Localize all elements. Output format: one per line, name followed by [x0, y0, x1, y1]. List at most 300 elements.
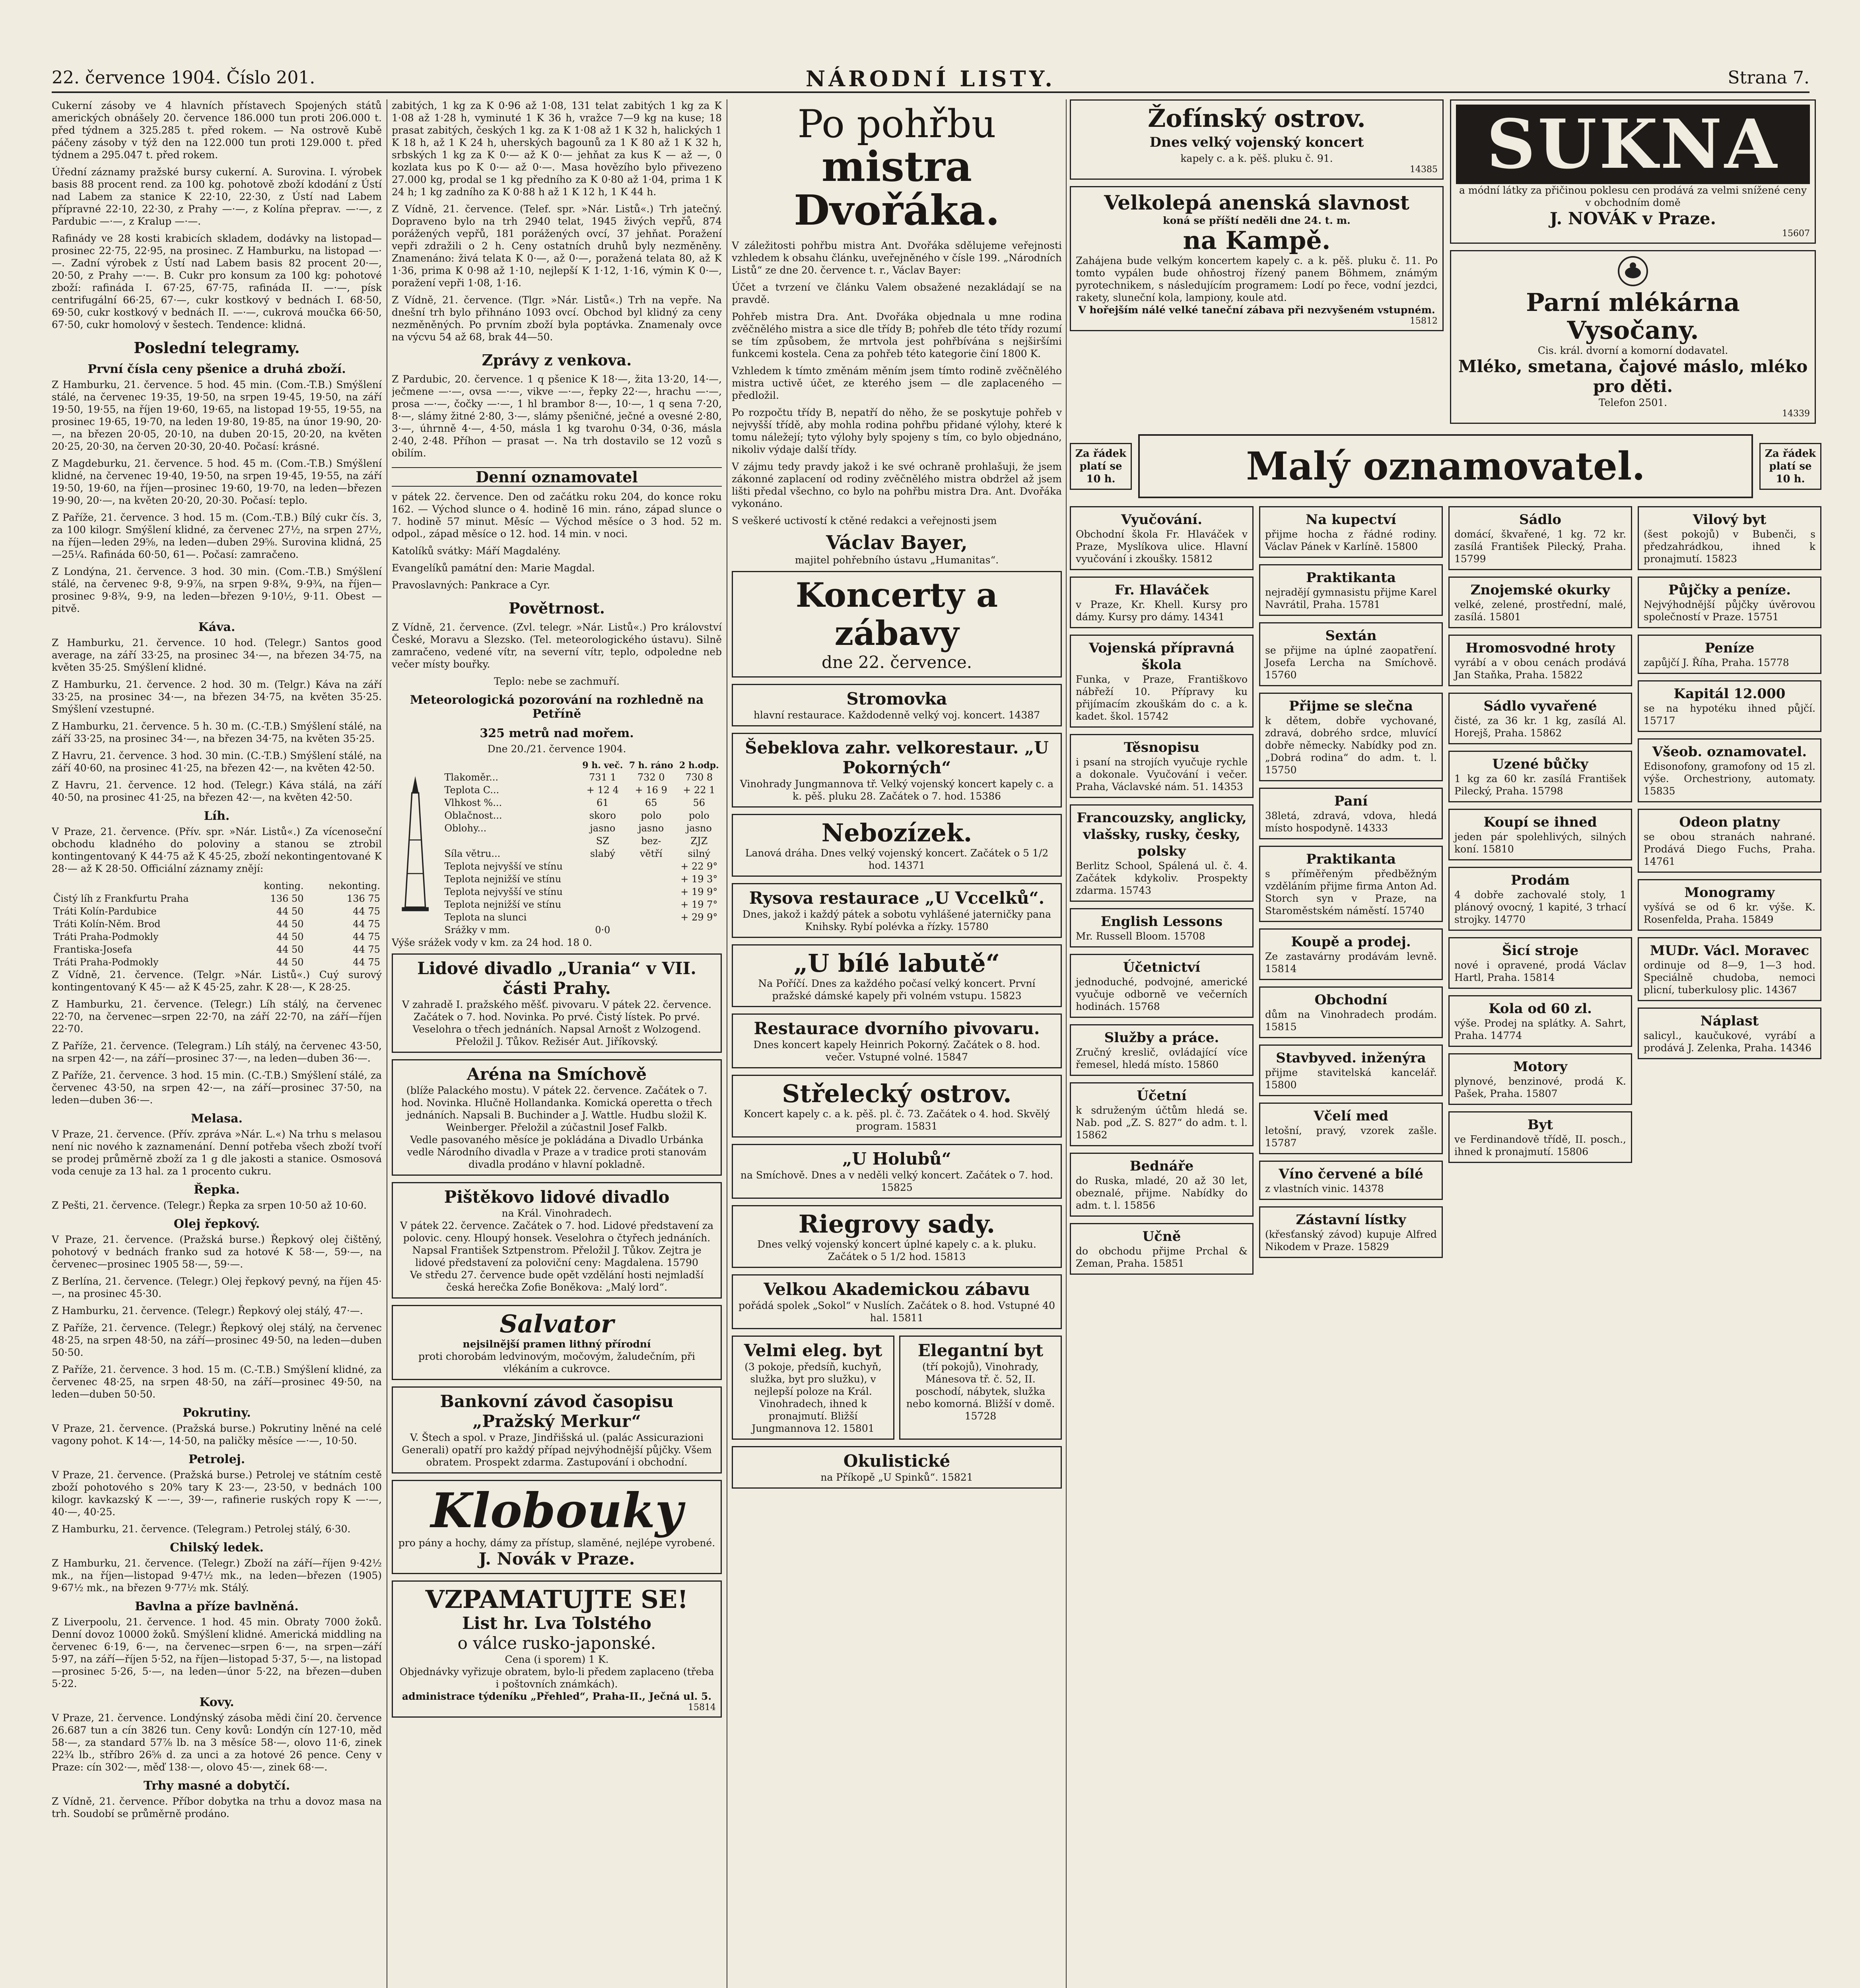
small-ad-title: Stavbyved. inženýra: [1276, 1050, 1426, 1066]
small-ad: [1638, 635, 1821, 674]
small-ad-title: Šicí stroje: [1502, 943, 1579, 959]
table-cell: Oblačnost...: [444, 810, 502, 821]
ad-stromovka: [732, 684, 1062, 726]
article-sign-line: S veškeré uctivostí k ctěné redakci a veřejnosti jsem: [732, 515, 997, 526]
small-ad-title: MUDr. Václ. Moravec: [1650, 943, 1809, 959]
table-cell: + 12 4: [586, 784, 619, 796]
small-ad-text: v Praze, Kr. Khell. Kursy pro dámy. Kursy pro dámy. 14341: [1076, 599, 1248, 623]
table-cell: Teplota C...: [444, 784, 499, 796]
ad-place: na Kampě.: [1183, 226, 1331, 255]
table-cell: ZJZ: [690, 835, 708, 846]
small-ads-banner: [1070, 434, 1821, 498]
table-cell: [579, 873, 626, 885]
small-ad-text: letošní, pravý, vzorek zašle. 15787: [1265, 1125, 1437, 1149]
ad-title: VZPAMATUJTE SE!: [425, 1585, 688, 1614]
ad-text: Vedle pasovaného měsíce je pokládána a Divadlo Urbánka vedle Národního divadla v Praze a v tradice proti stanovám divadla prodáno v hlavní pokladně.: [407, 1134, 707, 1170]
article-title: Po pohřbu: [797, 102, 996, 146]
small-ad-title: Přijme se slečna: [1289, 698, 1413, 714]
article-subtitle: mistra Dvořáka.: [794, 142, 1000, 235]
small-ad-title: Sádlo vyvařené: [1483, 698, 1597, 714]
table-cell: + 22 9°: [680, 861, 718, 872]
table-header: 7 h. ráno: [629, 760, 673, 771]
daily-paragraph: Evangelíků památní den: Marie Magdal.: [392, 562, 595, 574]
market-paragraph: Z Vídně, 21. července. (Telef. spr. »Nár. Listů«.) Trh jatečný. Dopraveno bylo na trh 2940 telat, 1945 živých vepřů, 874 porážených vepřů, 181 porážených ovcí, 37 jehňat. Poražení vepři zdražili o 2 h. Ceny ostatních druhů byly nezměněny. Znamenáno: živá telata K 0·—, až 0·—, poražená telata 80, až K 1·36, prima K 0·98 až 1·10, nejlepší K 1·12, 1·16, výmin K 0·—, poražení vepři 1·08, 1·16.: [392, 203, 722, 289]
spirit-paragraph: V Praze, 21. července. (Přív. spr. »Nár. Listů«.) Za vícenoseční obchodu kladného do poloviny a stanou se ztrobil kontingentovaný K 44·75 až K 45·25, zboží nekontingentované K 28·— až K 28·50. Officiální záznamy znějí:: [52, 826, 382, 874]
small-ad-text: 4 dobře zachovalé stoly, 1 plánový ovocný, 1 kapité, 3 trhací strojky. 14770: [1454, 889, 1626, 925]
ad-text: proti chorobám ledvinovým, močovým, žaludečním, při vlékáním a cukrovce.: [418, 1351, 695, 1375]
ad-sebeklova: [732, 733, 1062, 808]
market-paragraph: zabitých, 1 kg za K 0·96 až 1·08, 131 telat zabitých 1 kg za K 1·08 až 1·28 h, vyminuté 1 K 36 h, vražce 7—9 kg na kuse; 18 prasat zabitých, českých 1 kg. za K 1·08 až 1 K 32 h, halických 1 K 18 h, až 1 K 24 h, uherských bagounů za 1 K 80 až 1 K 32 h, srbských 1 kg za K 0·— až K 0·— jehňat za kus K — až —, 0 kozlata kus po K 0·— až 0·—. Masa hovězího bylo přivezeno 27.000 kg, prodal se 1 kg předního za K 0·80 až 1·04, prima 1 K 24 h; 1 kg zadního za K 0·88 h až 1 K 12 h, 1 K 44 h.: [392, 100, 722, 198]
ad-text: Dnes velký vojenský koncert úplné kapely c. a k. pluku. Začátek o 5 1/2 hod. 15813: [757, 1239, 1036, 1262]
ad-velmi-eleg-byt: [732, 1336, 894, 1440]
ad-price: Cena (i sporem) 1 K.: [505, 1654, 609, 1665]
table-cell: 136 75: [347, 893, 380, 904]
subsection-heading: Kovy.: [199, 1695, 234, 1709]
small-ad: [1638, 738, 1821, 802]
daily-paragraph: v pátek 22. července. Den od začátku roku 204, do konce roku 162. — Východ slunce o 4. hodině 16 min. ráno, západ slunce o 7. hodině 57 minut. Měsíc — Východ měsíce o 3 hod. 52 m. odpol., západ měsíce o 12. hod. 14 min. v noci.: [392, 491, 722, 540]
market-paragraph: [392, 294, 722, 343]
ad-zofin: [1070, 99, 1444, 180]
ad-vccelku: [732, 883, 1062, 938]
ad-text: Mléko, smetana, čajové máslo, mléko pro děti.: [1458, 357, 1808, 396]
table-cell: Tráti Praha-Podmokly: [53, 931, 159, 942]
small-ad: [1259, 1103, 1443, 1154]
ad-title: Velkou Akademickou zábavu: [764, 1279, 1030, 1299]
ad-text: (blíže Palackého mostu). V pátek 22. července. Začátek o 7. hod. Novinka. Hlučně Hollandanka. Komická operetta o třech jednáních. Napsali B. Buchinder a J. Wattle. Hudbu složil K. Weinberger. Přeložil a zúčastnil Josef Falkb.: [401, 1085, 712, 1133]
article-paragraph: Vzhledem k tímto změnám měním jsem tímto rodině zvěčnělého mistra uctivě účet, ze kterého jsem — dle zaplaceného — předložil.: [732, 365, 1062, 401]
table-cell: Síla větru...: [444, 848, 501, 859]
ad-text: (3 pokoje, předsíň, kuchyň, služka, byt pro služku), v nejlepší poloze na Král. Vinohradech, ihned k pronajmutí. Bližší Jungmannova 12. 15801: [744, 1361, 882, 1434]
small-ad: [1448, 1053, 1632, 1105]
ad-dvorni-pivovar: [732, 1013, 1062, 1068]
table-cell: [626, 898, 676, 911]
telegram-paragraph: Z Magdeburku, 21. července. 5 hod. 45 m. (Com.-T.B.) Smýšlení klidné, na červenec 19·40, 19·50, na srpen 19·45, 19·55, na září 19·50, 19·60, na říjen—prosinec 19·60, 19·70, na leden—březen 19·90, 20·—, na květen 20·20, 20·30. Počasí: teplo.: [52, 458, 382, 506]
table-row: [52, 930, 382, 943]
small-ad-text: (křesťanský závod) kupuje Alfred Nikodem v Praze. 15829: [1265, 1229, 1437, 1252]
ad-title: Koncerty a zábavy: [795, 575, 998, 653]
ad-text: pořádá spolek „Sokol“ v Nuslích. Začátek o 8. hod. Vstupné 40 hal. 15811: [738, 1300, 1055, 1324]
petroleum-paragraph: V Praze, 21. července. (Pražská burse.) Petrolej ve státním cestě zboží pohotového s 20% tary K 23·—, 23·50, v bednách 100 kilogr. kavkazský K —·—, 39·—, rafinerie ruských ropy K —·—, 40·—, 40·25.: [52, 1469, 382, 1518]
ad-title: Střelecký ostrov.: [782, 1079, 1012, 1108]
rapeseed-paragraph: Z Pešti, 21. července. (Telegr.) Řepka za srpen 10·50 až 10·60.: [52, 1200, 367, 1211]
ad-name: J. NOVÁK v Praze.: [1549, 209, 1716, 228]
ad-title: Riegrovy sady.: [798, 1209, 995, 1239]
spirit-paragraph: Z Vídně, 21. července. (Telgr. »Nár. Listů«.) Cuý surový kontingentovaný K 45·— až K 45·25, zahr. K 28·—, K 28·25.: [52, 969, 382, 993]
small-ad-text: ordinuje od 8—9, 1—3 hod. Speciálně chudoba, nemoci plicní, tuberkulosy plic. 14367: [1644, 959, 1815, 996]
small-ad: [1259, 986, 1443, 1038]
market-paragraph: Rafinády ve 28 kosti krabicích skladem, dodávky na listopad—prosinec 22·75, 22·95, na prosinec. Z Hamburku, na listopad —·—. Zadní výrobek z Ústí nad Labem basis 82 procent 20·—, 20·50, z Prahy —·—. B. Cukr pro konsum za 100 kg: pohotové zboží: rafináda I. 67·25, 67·75, rafináda II. —·—, písk centrifugální 66·25, 67·—, cukr kostkový v bednách I. 68·50, 69·50, cukr kostkový v bednách II. —·—, cukrová moučka 66·50, 67·50, cukr homolový v šestech. Tendence: klidná.: [52, 233, 382, 330]
table-cell: 44 50: [276, 931, 304, 942]
subsection-heading: Bavlna a příze bavlněná.: [135, 1600, 299, 1613]
ad-title: Klobouky: [431, 1483, 683, 1539]
ad-text: V pátek 22. července. Začátek o 7. hod. Lidové představení za polovic. ceny. Hloupý honsek. Veselohra o čtyřech jednáních. Napsal František Sztpenstrom. Přeložil J. Tůkov. Zejtra je lidové představení za poloviční ceny: Magdalena. 15790: [400, 1220, 714, 1268]
small-ad-title: Půjčky a peníze.: [1668, 582, 1791, 598]
spirit-paragraph: Z Paříže, 21. července. (Telegram.) Líh stálý, na červenec 43·50, na srpen 42·—, na září—prosinec 37·—, na leden—duben 36·—.: [52, 1040, 382, 1064]
ad-subtitle: Cis. král. dvorní a komorní dodavatel.: [1537, 345, 1728, 356]
table-cell: jasno: [638, 823, 664, 834]
ad-nebozizek: [732, 814, 1062, 877]
small-ad-title: Služby a práce.: [1104, 1030, 1219, 1046]
column-market-reports: [52, 99, 382, 1988]
table-cell: polo: [641, 810, 662, 821]
table-cell: Tráti Kolín-Něm. Brod: [53, 918, 161, 930]
table-cell: 56: [693, 797, 706, 808]
ad-text: V. Štech a spol. v Praze, Jindřišská ul. (palác Assicurazioni Generali) opatří pro každý případ nejvýhodnější půjčky. Všem obratem. Prospekt zdarma. Zastupování i obchodní.: [402, 1432, 712, 1468]
ad-name: J. Novák v Praze.: [478, 1549, 635, 1569]
ad-number: 15812: [1410, 316, 1438, 326]
table-row: [443, 898, 722, 911]
ad-title: Nebozízek.: [821, 818, 972, 847]
table-cell: Čistý líh z Frankfurtu Praha: [53, 893, 189, 904]
ad-tolstoy: [392, 1580, 722, 1718]
small-ad-title: Monogramy: [1684, 885, 1775, 901]
price-note: Za řádek platí se 10 h.: [1070, 443, 1132, 490]
daily-paragraph: Pravoslavných: Pankrace a Cyr.: [392, 579, 550, 591]
column-rule: [1066, 99, 1067, 1988]
ad-text: pro pány a hochy, dámy za přístup, slaměné, nejlépe vyrobené.: [398, 1537, 715, 1549]
telegram-paragraph: Z Londýna, 21. července. 3 hod. 30 min. (Com.-T.B.) Smýšlení stálé, na červenec 9·8, 9·9⅞, na srpen 9·8¾, 9·9¾, na říjen—prosinec 9·8¾, 9·9, na leden—březen 9·10½, 9·11. Obest — pitvě.: [52, 566, 382, 614]
market-paragraph: Úřední záznamy pražské bursy cukerní. A. Surovina. I. výrobek basis 88 procent rend. za 100 kg. pohotově zboží kdodání z Ústí nad Labem za stanice K 22·10, 22·30, z Ústí nad Labem přípravné 22·10, 22·30, z Prahy —·—, z Kolína přeprav. —·—, z Pardubic —·—, z Kralup —·—.: [52, 166, 382, 227]
table-cell: [626, 911, 676, 924]
table-cell: SZ: [596, 835, 609, 846]
article-paragraph: V zájmu tedy pravdy jakož i ke své ochraně prohlašuji, že jsem zákonné zaplacení od rodiny zvěčnělého mistra obdržel až jsem lišti předal všechno, co bylo na pohřbu mistra Dra. Ant. Dvořáka vykonáno.: [732, 461, 1062, 509]
small-ad-title: Náplast: [1700, 1013, 1759, 1029]
table-cell: Srážky v mm.: [444, 924, 510, 936]
table-cell: 44 50: [276, 957, 304, 968]
small-ad-title: Praktikanta: [1306, 570, 1396, 586]
table-row: [443, 784, 722, 796]
table-cell: 732 0: [637, 772, 665, 783]
section-heading: Povětrnost.: [509, 599, 605, 617]
molasses-paragraph: V Praze, 21. července. (Přív. zpráva »Nár. L.«) Na trhu s melasou není nic nového k zaznamenání. Denní potřeba všech zboží tvoří se prodej průměrně zboží za 1 g dle jakosti a stanice. Osmosová voda cenuje za 13 hal. za 1 procento cukru.: [52, 1128, 382, 1177]
small-ad-title: Zástavní lístky: [1296, 1212, 1406, 1228]
small-ad-title: Paní: [1334, 793, 1368, 809]
small-ad-text: Zručný kreslič, ovládající více řemesel, hledá místo. 15860: [1076, 1046, 1248, 1070]
article-paragraph: V záležitosti pohřbu mistra Ant. Dvořáka sdělujeme veřejnosti vzhledem k obsahu článku, uveřejněného v čísle 199. „Národních Listů“ ze dne 20. července t. r., Václav Bayer:: [732, 240, 1062, 276]
ad-arena: [392, 1059, 722, 1176]
ad-merkur: [392, 1386, 722, 1474]
small-ad: [1070, 577, 1254, 628]
table-cell: konting.: [264, 880, 304, 891]
table-row: [52, 956, 382, 969]
small-ad-title: Odeon platny: [1679, 814, 1780, 830]
ad-u-holubu: [732, 1144, 1062, 1199]
table-row: [443, 822, 722, 835]
small-ad-text: čisté, za 36 kr. 1 kg, zasílá Al. Horejš, Praha. 15862: [1454, 715, 1626, 739]
small-ad: [1448, 867, 1632, 931]
table-row: [52, 905, 382, 918]
small-ad-text: Mr. Russell Bloom. 15708: [1076, 930, 1205, 942]
ad-location: na Král. Vinohradech.: [501, 1208, 612, 1219]
ad-salvator: [392, 1305, 722, 1380]
small-ad-title: Těsnopisu: [1123, 740, 1200, 755]
table-cell: jasno: [590, 823, 616, 834]
ad-urania: [392, 953, 722, 1053]
small-ad: [1638, 1008, 1821, 1059]
table-cell: 44 75: [353, 918, 380, 930]
small-ad-text: 38letá, zdravá, vdova, hledá místo hospodyně. 14333: [1265, 810, 1437, 834]
ad-concerts-header: [732, 571, 1062, 678]
small-ad-title: Sádlo: [1519, 512, 1561, 528]
table-cell: [626, 860, 676, 873]
table-cell: Teplota nejnižší ve stínu: [444, 874, 562, 885]
ad-elegantni-byt: [899, 1336, 1062, 1440]
small-ad-title: Peníze: [1705, 640, 1755, 656]
small-ad: [1448, 809, 1632, 860]
meteo-table: [443, 760, 722, 936]
small-ad-text: přijme hocha z řádné rodiny. Václav Pánek v Karlíně. 15800: [1265, 528, 1437, 552]
small-ad-title: Francouzsky, anglicky, vlašsky, rusky, česky, polsky: [1077, 810, 1247, 859]
coffee-paragraph: Z Hamburku, 21. července. 10 hod. (Telegr.) Santos good average, na září 33·25, na prosinec 34·—, na březen 34·75, na květen 35·25. Smýšlení klidné.: [52, 637, 382, 673]
small-ad: [1448, 751, 1632, 802]
article-signature-sub: majitel pohřebního ústavu „Humanitas“.: [795, 554, 999, 566]
ad-title: SUKNA: [1456, 105, 1810, 184]
section-heading: Denní oznamovatel: [392, 467, 722, 487]
ad-bile-labute: [732, 944, 1062, 1007]
small-ad: [1259, 928, 1443, 980]
table-cell: Teplota nejvyšší ve stínu: [444, 886, 563, 897]
table-cell: [443, 835, 579, 847]
small-ad-text: přijme stavitelská kancelář. 15800: [1265, 1067, 1437, 1091]
ad-title: Pištěkovo lidové divadlo: [444, 1187, 670, 1207]
small-ad: [1259, 1044, 1443, 1096]
ad-text: V zahradě I. pražského měšť. pivovaru. V pátek 22. července. Začátek o 7. hod. Novinka. Po prvé. Čistý lístek. Po prvé. Veselohra o třech jednáních. Napsal Arnošt z Wolzogend. Přeložil J. Tůkov. Režisér Aut. Jiříkovský.: [402, 999, 711, 1047]
weather-paragraph: Z Vídně, 21. července. (Zvl. telegr. »Nár. Listů«.) Pro království České, Moravu a Slezsko. (Tel. meteorologického ústavu). Silně zamračeno, vedené vítr, na severní vítr, teplo, odpoledne neb večer místy bouřky.: [392, 621, 722, 670]
ad-title: Restaurace dvorního pivovaru.: [754, 1019, 1040, 1038]
small-ad: [1070, 908, 1254, 947]
oil-paragraph: Z Hamburku, 21. července. (Telegr.) Řepkový olej stálý, 47·—.: [52, 1305, 363, 1316]
telegram-paragraph: Z Paříže, 21. července. 3 hod. 15 m. (Com.-T.B.) Bílý cukr čís. 3, za 100 kilogr. Smýšlení klidné, za červenec 27½, na srpen 27½, na říjen—leden 29⅝, na leden—duben 29⅝. Surovina klidná, 25—25¼. Rafináda 60·50, 61—. Počasí: zamračeno.: [52, 512, 382, 560]
table-cell: + 19 7°: [680, 899, 718, 910]
country-news-paragraph: Z Pardubic, 20. července. 1 q pšenice K 18·—, žita 13·20, 14·—, ječmene —·—, ovsa —·—, vikve —·—, řepky 22·—, hrachu —·—, prosa —·—, čočky —·—, 1 hl brambor 8·—, 10·—, 1 q sena 7·20, 8·—, slámy žitné 2·80, 3·—, slámy pšeničné, ječné a ovesné 2·80, 3·—, úhrnně 4·—, 4·50, másla 1 kg tvarohu 0·34, 0·36, másla 2·40, 2·48. Příhon — prasat —. Na trh dostavilo se 12 vozů s obilím.: [392, 373, 722, 459]
ad-title: Elegantní byt: [917, 1341, 1044, 1360]
spirit-price-table: [52, 879, 382, 969]
table-row: [443, 809, 722, 822]
coffee-paragraph: Z Havru, 21. července. 12 hod. (Telegr.) Káva stálá, na září 40·50, na prosinec 41·25, na březen 42·—, na květen 42·50.: [52, 779, 382, 803]
subsection-heading: Káva.: [198, 620, 235, 634]
small-ad-title: Vojenská přípravná škola: [1089, 640, 1234, 673]
column-reports-and-theatre: [392, 99, 722, 1988]
article-signature: Václav Bayer,: [826, 532, 968, 554]
subsection-heading: První čísla ceny pšenice a druhá zboží.: [87, 362, 346, 376]
meteo-subheading: 325 metrů nad mořem.: [480, 726, 634, 740]
small-ad-title: Prodám: [1511, 872, 1570, 888]
subsection-heading: Líh.: [204, 809, 230, 823]
small-ad-text: se na hypotéku ihned půjčí. 15717: [1644, 703, 1815, 726]
table-cell: Tráti Kolín-Pardubice: [53, 906, 157, 917]
ad-pistek-theatre: [392, 1182, 722, 1299]
small-ad-title: Kapitál 12.000: [1673, 686, 1786, 702]
ad-parni-mlekarna: [1450, 250, 1816, 424]
subsection-heading: Pokrutiny.: [183, 1406, 251, 1420]
small-ad: [1070, 1153, 1254, 1217]
ad-text: a módní látky za přičinou poklesu cen prodává za velmi snížené ceny v obchodním domě: [1459, 184, 1807, 208]
small-ad-text: výše. Prodej na splátky. A. Sahrt, Praha. 14774: [1454, 1017, 1626, 1041]
telegram-paragraph: Z Hamburku, 21. července. 5 hod. 45 min. (Com.-T.B.) Smýšlení stálé, na červenec 19·35, 19·50, na srpen 19·45, 19·50, na září 19·50, 19·55, na říjen 19·60, 19·65, na listopad 19·55, 19·55, na prosinec 19·65, 19·70, na leden 19·80, 19·85, na únor 19·90, 20·—, na březen 20·05, 20·10, na duben 20·15, 20·20, na květen 20·25, 20·30, na červen 20·30, 20·40. Počasí: krásné.: [52, 379, 382, 452]
table-cell: 730 8: [685, 772, 713, 783]
small-ad-title: Hromosvodné hroty: [1465, 640, 1615, 656]
spirit-paragraph: Z Paříže, 21. července. 3 hod. 15 min. (C.-T.B.) Smýšlení stálé, za červenec 43·50, na srpen 42·—, na září—prosinec 37·50, na leden—duben 36·—.: [52, 1070, 382, 1106]
ad-text: Vinohrady Jungmannova tř. Velký vojenský koncert kapely c. a k. pěš. pluku 28. Začátek o 7. hod. 15386: [740, 778, 1054, 802]
ad-klobouky: [392, 1480, 722, 1574]
small-ad: [1070, 635, 1254, 728]
table-row: [443, 924, 722, 936]
small-ad-text: vyrábí a v obou cenách prodává Jan Staňka, Praha. 15822: [1454, 657, 1626, 681]
table-cell: 731 1: [589, 772, 616, 783]
small-ad: [1638, 809, 1821, 873]
ad-title: Salvator: [499, 1309, 614, 1338]
ad-text: Koncert kapely c. a k. pěš. pl. č. 73. Začátek o 4. hod. Skvělý program. 15831: [744, 1108, 1050, 1132]
table-cell: Tlakoměr...: [444, 772, 499, 783]
ad-title: Žofínský ostrov.: [1148, 104, 1366, 133]
ad-velkou-zabavu: [732, 1274, 1062, 1329]
small-ad: [1448, 506, 1632, 570]
small-ad-text: se přijme na úplné zaopatření. Josefa Lercha na Smíchově. 15760: [1265, 645, 1437, 681]
page-number: Strana 7.: [1728, 68, 1809, 88]
oil-paragraph: Z Paříže, 21. července. 3 hod. 15 m. (C.-T.B.) Smýšlení klidné, za červenec 48·25, na srpen 48·50, na září—prosinec 49·50, na leden—duben 50·50.: [52, 1364, 382, 1400]
table-cell: 44 75: [353, 944, 380, 955]
small-ad: [1448, 635, 1632, 686]
table-row: [443, 873, 722, 885]
small-ads-column: [1448, 506, 1632, 1281]
subsection-heading: Petrolej.: [188, 1452, 245, 1466]
small-ad-title: Fr. Hlaváček: [1114, 582, 1209, 598]
ad-text: na Příkopě „U Spinků“. 15821: [820, 1472, 973, 1483]
table-cell: 44 75: [353, 906, 380, 917]
ad-riegrovy-sady: [732, 1205, 1062, 1268]
ad-text: kapely c. a k. pěš. pluku č. 91.: [1180, 153, 1333, 164]
small-ad-title: Koupí se ihned: [1483, 814, 1597, 830]
table-cell: slabý: [590, 848, 615, 859]
article-paragraph: Po rozpočtu třídy B, nepatří do něho, že se poskytuje pohřeb v nejvyšší třídě, aby mohla rodina pohřbu přidané výlohy, které k tomu náležejí; tyto výlohy byly spojeny s tím, co bylo objednáno, nikoliv výdaje další třídy.: [732, 407, 1062, 455]
small-ad-text: Nejvýhodnější půjčky úvěrovou společností v Praze. 15751: [1644, 599, 1815, 623]
small-ad-title: Praktikanta: [1306, 851, 1396, 867]
newspaper-title: NÁRODNÍ LISTY.: [805, 66, 1056, 91]
table-header: [443, 760, 579, 771]
table-cell: Tráti Praha-Podmokly: [53, 957, 159, 968]
metals-paragraph: V Praze, 21. července. Londýnský zásoba mědi činí 20. července 26.687 tun a cín 3826 tun. Ceny kovů: Londýn cín 127·10, měď 58·—, za standard 57⅞ lb. na 3 měsíce 58·—, olovo 11·6, zinek 22¾ lb., stříbro 26⅝ d. za unci a za hotové 26 pence. Ceny v Praze: cín 302·—, měď 138·—, olovo 45·—, zinek 68·—.: [52, 1712, 382, 1773]
table-row: [443, 847, 722, 860]
ad-title: Rysova restaurace „U Vccelků“.: [749, 888, 1045, 908]
small-ad: [1070, 734, 1254, 798]
table-cell: [626, 885, 676, 898]
small-ad: [1259, 622, 1443, 686]
small-ad: [1259, 1206, 1443, 1258]
small-ad-text: velké, zelené, prostřední, malé, zasílá. 15801: [1454, 599, 1626, 623]
small-ad-text: Ze zastavárny prodávám levně. 15814: [1265, 951, 1437, 975]
ad-text: Zahájena bude velkým koncertem kapely c. a k. pěš. pluku č. 11. Po tomto vypálen bude ohňostroj řízený panem Böhmem, známým pyrotechnikem, s následujícím programem: Lodí po řece, vodní jezdci, rakety, sluneční kola, lampiony, koule atd.: [1076, 255, 1438, 303]
ad-title: „U Holubů“: [842, 1149, 951, 1169]
table-row: [443, 860, 722, 873]
table-cell: [579, 885, 626, 898]
small-ad: [1638, 680, 1821, 732]
coffee-paragraph: Z Havru, 21. července. 3 hod. 30 min. (C.-T.B.) Smýšlení stálé, na září 40·60, na prosinec 41·25, na březen 42·—, na květen 42·50.: [52, 750, 382, 774]
ad-text: Objednávky vyřizuje obratem, bylo-li předem zaplaceno (třeba i poštovních známkách).: [399, 1666, 714, 1690]
small-ad-text: k sdruženým účtům hledá se. Nab. pod „Z. S. 827“ do adm. t. l. 15862: [1076, 1105, 1248, 1141]
article-paragraph: Pohřeb mistra Dra. Ant. Dvořáka objednala u mne rodina zvěčnělého mistra a sice dle třídy B; pohřeb dle této třídy rozumí se tím způsobem, že mrtvola jest pohřbívána s nejširšími funkcemi kostela. Cena za pohřeb této kategorie činí 1800 K.: [732, 311, 1062, 359]
ad-text: Lanová dráha. Dnes velký vojenský koncert. Začátek o 5 1/2 hod. 14371: [745, 847, 1049, 871]
ad-text: koná se příští neděli dne 24. t. m.: [1163, 215, 1351, 226]
small-ad-title: Všeob. oznamovatel.: [1652, 744, 1807, 760]
ad-title: Lidové divadlo „Urania“ v VII. části Prahy.: [417, 959, 696, 998]
small-ad-title: Vyučování.: [1121, 512, 1203, 528]
telegram-text: na vepře. Na dnešní trh bylo přihnáno 1093 ovcí. Obchod byl klidný za ceny nezměněných. Po prvním zboží byla poptávka. Znamenaly ovce na výcvu 54 až 68, brak 44—50.: [392, 294, 722, 343]
table-cell: Oblohy...: [444, 823, 487, 834]
small-ad: [1448, 693, 1632, 744]
small-ad: [1070, 804, 1254, 902]
table-cell: bez-: [641, 835, 661, 846]
ad-place: Vysočany.: [1567, 316, 1699, 345]
table-cell: + 29 9°: [680, 912, 718, 923]
small-ad-title: Vilový byt: [1693, 512, 1767, 528]
small-ad-text: salicyl., kaučukové, vyrábí a prodává J. Zelenka, Praha. 14346: [1644, 1030, 1815, 1054]
small-ad-text: 1 kg za 60 kr. zasílá František Pilecký, Praha. 15798: [1454, 773, 1626, 797]
small-ad-text: plynové, benzinové, prodá K. Pašek, Praha. 15807: [1454, 1076, 1626, 1099]
small-ad: [1448, 995, 1632, 1047]
ad-title: Stromovka: [846, 689, 947, 709]
small-ad-title: Včelí med: [1314, 1108, 1388, 1124]
issue-date: 22. července 1904. Číslo 201.: [52, 68, 315, 88]
table-cell: 136 50: [270, 893, 304, 904]
table-cell: jasno: [686, 823, 712, 834]
small-ad-text: ve Ferdinandově třídě, II. posch., ihned k pronajmutí. 15806: [1454, 1134, 1626, 1157]
table-cell: [579, 898, 626, 911]
small-ad-text: Edisonofony, gramofony od 15 zl. výše. Orchestriony, automaty. 15835: [1644, 761, 1815, 797]
small-ad: [1638, 577, 1821, 628]
small-ad-title: Byt: [1527, 1117, 1553, 1133]
ad-subtitle: Dnes velký vojenský koncert: [1149, 134, 1364, 150]
small-ad: [1070, 1082, 1254, 1146]
small-ad: [1448, 1111, 1632, 1163]
market-paragraph: Cukerní zásoby ve 4 hlavních přístavech Spojených států amerických obnášely 20. července 186.000 tun proti 206.000 t. před týdnem a 325.285 t. před rokem. — Na ostrově Kubě páčeny zásoby v týž den na 122.000 tun proti 129.000 t. před týdnem a 295.047 t. před rokem.: [52, 100, 382, 161]
table-row: [52, 892, 382, 905]
table-cell: Teplota nejnižší ve stínu: [444, 899, 562, 910]
table-row: [443, 771, 722, 784]
small-ad-text: jednoduché, podvojné, americké vyučuje odborně ve večerních hodinách. 15768: [1076, 976, 1248, 1012]
small-ad-text: Funka, v Praze, Františkovo nábřeží 10. Přípravy ku přijímacím zkouškám do c. a k. kadet. škol. 15742: [1076, 674, 1248, 722]
table-row: [443, 835, 722, 847]
table-cell: + 16 9: [635, 784, 667, 796]
small-ad: [1448, 577, 1632, 628]
small-ad-text: (šest pokojů) v Bubenči, s předzahrádkou, ihned k pronajmutí. 15823: [1644, 528, 1815, 565]
small-ad-title: Znojemské okurky: [1470, 582, 1610, 598]
spirit-paragraph: Z Hamburku, 21. července. (Telegr.) Líh stálý, na červenec 22·70, na červenec—srpen 22·70, na září 22·70, na září—říjen 22·70.: [52, 998, 382, 1035]
small-ad-text: se obou stranách nahrané. Prodává Diego Fuchs, Praha. 14761: [1644, 831, 1815, 867]
small-ad: [1259, 788, 1443, 839]
table-row: [52, 918, 382, 930]
small-ad-text: i psaní na strojích vyučuje rychle a dokonale. Vyučování i večer. Praha, Václavské nám. 51. 14353: [1076, 756, 1248, 792]
small-ad: [1259, 693, 1443, 781]
column-advertisements: [1070, 99, 1821, 1988]
meteo-date: Dne 20./21. července 1904.: [487, 743, 626, 755]
small-ad-title: Účetnictví: [1123, 959, 1201, 975]
table-cell: + 19 9°: [680, 886, 718, 897]
small-ad: [1638, 879, 1821, 931]
meteo-heading: Meteorologická pozorování na rozhledně na Petříně: [410, 693, 704, 721]
table-cell: Frantiska-Josefa: [53, 944, 132, 955]
table-cell: [626, 873, 676, 885]
coffee-paragraph: Z Hamburku, 21. července. 5 h. 30 m. (C.-T.B.) Smýšlení stálé, na září 33·25, na prosinec 34·—, na březen 34·75, na květen 35·25.: [52, 720, 382, 744]
ad-title: Šebeklova zahr. velkorestaur. „U Pokorných“: [745, 738, 1049, 777]
small-ad: [1259, 506, 1443, 558]
table-cell: 44 75: [353, 931, 380, 942]
petrin-tower-icon: [392, 760, 439, 927]
price-note: Za řádek platí se 10 h.: [1759, 443, 1821, 490]
table-cell: 44 75: [353, 957, 380, 968]
small-ads-column: [1638, 506, 1821, 1281]
small-ad-text: zapůjčí J. Říha, Praha. 15778: [1644, 657, 1789, 668]
ad-text: V hořejším nálé velké taneční zábava při nezvyšeném vstupném.: [1078, 304, 1435, 316]
